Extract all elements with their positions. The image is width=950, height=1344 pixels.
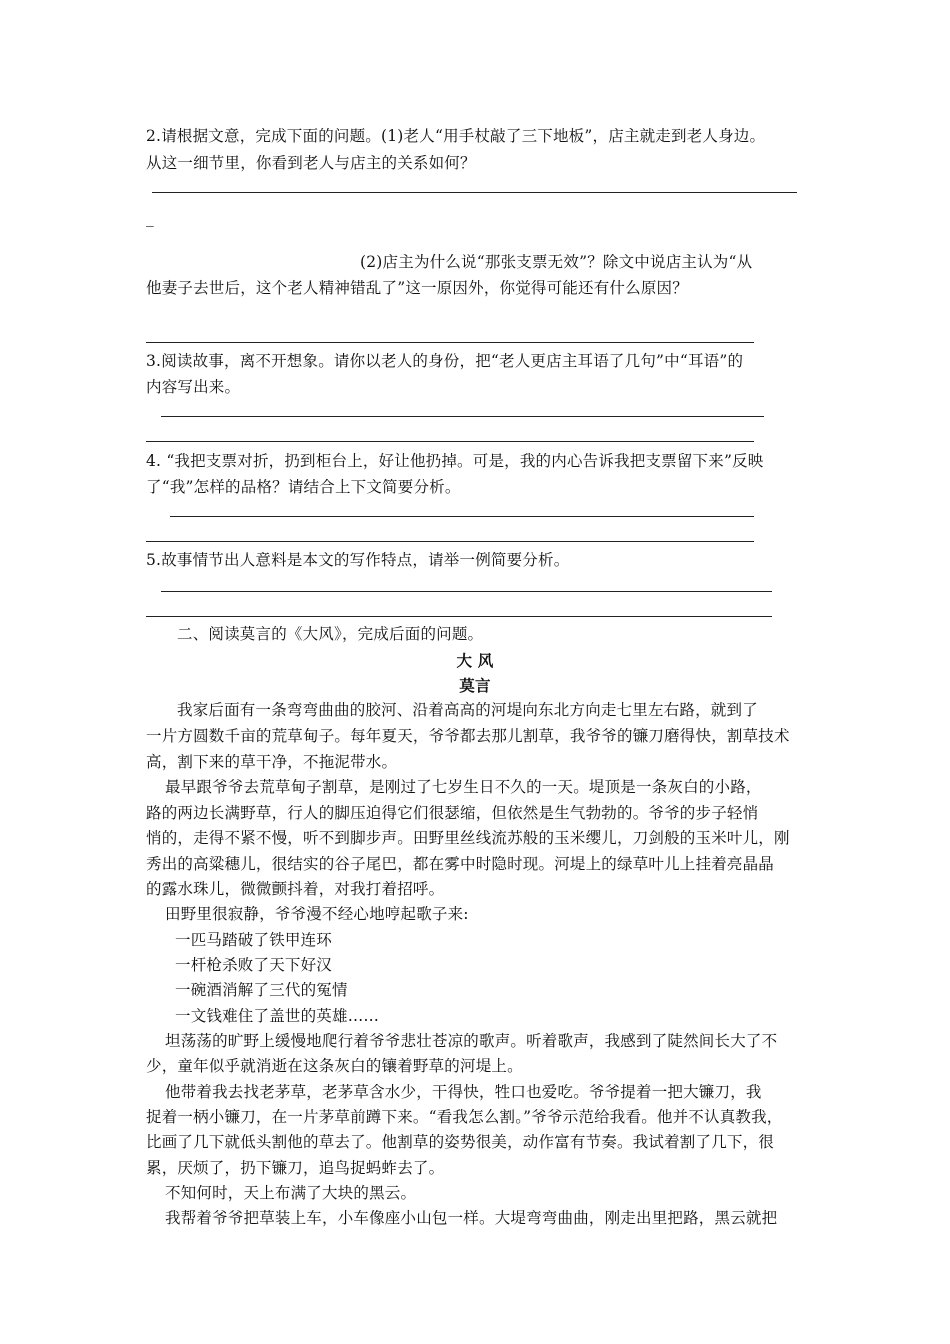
answer-line	[170, 516, 754, 517]
passage-line: 秀出的高粱穗儿，很结实的谷子尾巴，都在雾中时隐时现。河堤上的绿草叶儿上挂着亮晶晶	[146, 855, 775, 873]
answer-line	[146, 616, 772, 617]
answer-line	[146, 541, 754, 542]
q4-line-2: 了“我”怎样的品格？请结合上下文简要分析。	[146, 478, 461, 496]
passage-line: 我家后面有一条弯弯曲曲的胶河、沿着高高的河堤向东北方向走七里左右路，就到了	[177, 701, 758, 719]
answer-line	[146, 441, 754, 442]
passage-line: 我帮着爷爷把草装上车，小车像座小山包一样。大堤弯弯曲曲，刚走出里把路，黑云就把	[165, 1209, 778, 1227]
q3-line-2: 内容写出来。	[146, 378, 241, 396]
passage-line: 田野里很寂静，爷爷漫不经心地哼起歌子来:	[165, 905, 469, 923]
answer-line	[161, 591, 772, 592]
passage-line: 路的两边长满野草，行人的脚压迫得它们很瑟缩，但依然是生气勃勃的。爷爷的步子轻悄	[146, 804, 759, 822]
q2-line-2: 从这一细节里，你看到老人与店主的关系如何？	[146, 154, 476, 172]
song-line: 一杆枪杀败了天下好汉	[175, 956, 333, 974]
passage-line: 不知何时，天上布满了大块的黑云。	[165, 1184, 417, 1202]
answer-line	[161, 416, 764, 417]
passage-line: 坦荡荡的旷野上缓慢地爬行着爷爷悲壮苍凉的歌声。听着歌声，我感到了陡然间长大了不	[165, 1032, 778, 1050]
song-line: 一文钱难住了盖世的英雄……	[175, 1007, 380, 1025]
song-line: 一匹马踏破了铁甲连环	[175, 931, 333, 949]
passage-author: 莫言	[459, 676, 491, 695]
q2-dash: _	[146, 209, 154, 227]
section-heading: 二、阅读莫言的《大风》，完成后面的问题。	[177, 625, 484, 643]
q3-line-1: 3.阅读故事，离不开想象。请你以老人的身份，把“老人更店主耳语了几句”中“耳语”的	[146, 352, 744, 370]
passage-line: 悄的，走得不紧不慢，听不到脚步声。田野里丝线流苏般的玉米缨儿，刀剑般的玉米叶儿，刚	[146, 829, 790, 847]
answer-line	[152, 192, 797, 193]
q5-line-1: 5.故事情节出人意料是本文的写作特点，请举一例简要分析。	[146, 551, 570, 569]
q4-line-1: 4. “我把支票对折，扔到柜台上，好让他扔掉。可是，我的内心告诉我把支票留下来”反映	[146, 452, 764, 470]
answer-line	[146, 342, 754, 343]
passage-line: 累，厌烦了，扔下镰刀，追鸟捉蚂蚱去了。	[146, 1159, 445, 1177]
q2-line-1: 2.请根据文意，完成下面的问题。(1)老人“用手杖敲了三下地板”，店主就走到老人身边。	[146, 127, 766, 145]
passage-title: 大 风	[456, 651, 494, 670]
passage-line: 少，童年似乎就消逝在这条灰白的镶着野草的河堤上。	[146, 1057, 523, 1075]
passage-line: 比画了几下就低头割他的草去了。他割草的姿势很美，动作富有节奏。我试着割了几下，很	[146, 1133, 775, 1151]
passage-line: 一片方圆数千亩的荒草甸子。每年夏天，爷爷都去那儿割草，我爷爷的镰刀磨得快，割草技术	[146, 727, 790, 745]
passage-line: 捉着一柄小镰刀，在一片茅草前蹲下来。“看我怎么割。”爷爷示范给我看。他并不认真教我，	[146, 1108, 783, 1126]
passage-line: 的露水珠儿，微微颤抖着，对我打着招呼。	[146, 880, 445, 898]
song-line: 一碗酒消解了三代的冤情	[175, 981, 348, 999]
q2-sub2-line-2: 他妻子去世后，这个老人精神错乱了”这一原因外，你觉得可能还有什么原因？	[146, 279, 688, 297]
passage-line: 最早跟爷爷去荒草甸子割草，是刚过了七岁生日不久的一天。堤顶是一条灰白的小路，	[165, 778, 762, 796]
passage-line: 他带着我去找老茅草，老茅草含水少，干得快，牲口也爱吃。爷爷提着一把大镰刀，我	[165, 1083, 762, 1101]
q2-sub2-line-1: (2)店主为什么说“那张支票无效”？除文中说店主认为“从	[360, 253, 753, 271]
passage-line: 高，割下来的草干净，不拖泥带水。	[146, 753, 398, 771]
